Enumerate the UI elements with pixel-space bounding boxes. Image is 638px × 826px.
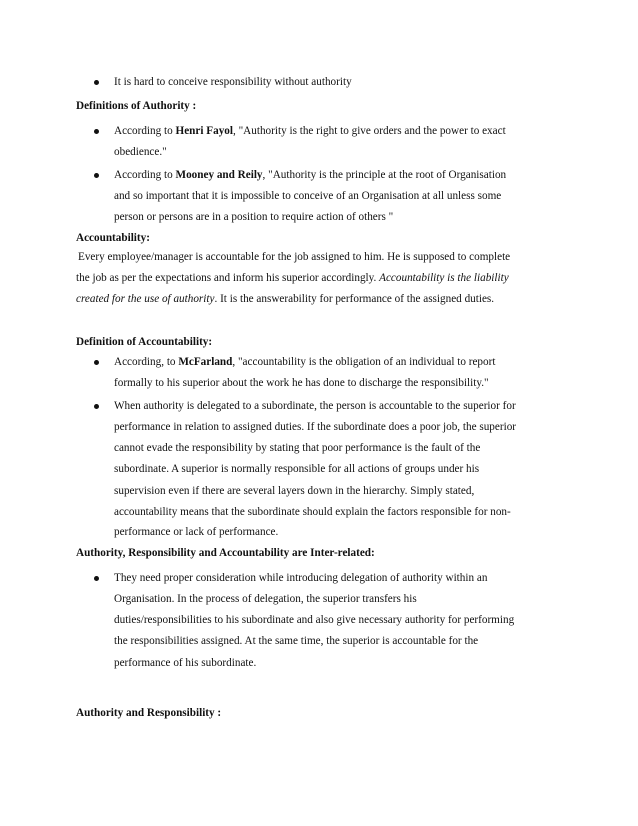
fayol-definition-line-2: obedience." — [114, 146, 167, 158]
heading-definitions-of-authority: Definitions of Authority : — [76, 100, 197, 112]
fayol-prefix: According to — [114, 125, 176, 137]
bullet-icon — [94, 404, 99, 409]
mooney-text: , "Authority is the principle at the root of Organisation — [262, 169, 507, 181]
interrelated-line: performance of his subordinate. — [114, 657, 257, 669]
mcfarland-definition-line-1 — [114, 355, 495, 369]
interrelated-line: the responsibilities assigned. At the same time, the superior is accountable for the — [114, 635, 479, 647]
fayol-name: Henri Fayol — [175, 125, 233, 137]
accountability-line-2-plain: the job as per the expectations and inform his superior accordingly. — [76, 272, 380, 284]
bullet-icon — [94, 129, 99, 134]
delegation-line: subordinate. A superior is normally responsible for all actions of groups under his — [114, 463, 480, 475]
delegation-line: accountability means that the subordinate should explain the factors responsible for non- — [114, 506, 511, 518]
bullet-icon — [94, 173, 99, 178]
heading-definition-of-accountability: Definition of Accountability: — [76, 336, 213, 348]
mcfarland-prefix: According, to — [114, 356, 179, 368]
accountability-para-line-3 — [76, 292, 494, 306]
accountability-line-2-italic: Accountability is the liability — [379, 272, 509, 284]
fayol-text: , "Authority is the right to give orders and the power to exact — [233, 125, 506, 137]
bullet-icon — [94, 80, 99, 85]
heading-authority-and-responsibility: Authority and Responsibility : — [76, 707, 222, 719]
interrelated-line: Organisation. In the process of delegation, the superior transfers his — [114, 593, 417, 605]
accountability-line-3-italic: created for the use of authority — [76, 293, 215, 305]
delegation-line: supervision even if there are several layers down in the hierarchy. Simply stated, — [114, 485, 475, 497]
heading-inter-related: Authority, Responsibility and Accountability are Inter-related: — [76, 547, 375, 559]
mcfarland-definition-line-2: formally to his superior about the work he has done to discharge the responsibility." — [114, 377, 489, 389]
delegation-line: When authority is delegated to a subordinate, the person is accountable to the superior for — [114, 400, 516, 412]
interrelated-line: They need proper consideration while introducing delegation of authority within an — [114, 572, 488, 584]
mooney-definition-line-1 — [114, 168, 506, 182]
accountability-para-line-1: Every employee/manager is accountable for the job assigned to him. He is supposed to complete — [78, 251, 511, 263]
mcfarland-name: McFarland — [178, 356, 233, 368]
intro-bullet-text: It is hard to conceive responsibility without authority — [114, 76, 352, 88]
accountability-line-3-plain: . It is the answerability for performance of the assigned duties. — [214, 293, 495, 305]
mcfarland-text: , "accountability is the obligation of an individual to report — [232, 356, 496, 368]
bullet-icon — [94, 576, 99, 581]
mooney-prefix: According to — [114, 169, 176, 181]
delegation-line: performance or lack of performance. — [114, 526, 279, 538]
delegation-line: performance in relation to assigned duties. If the subordinate does a poor job, the superior — [114, 421, 517, 433]
bullet-icon — [94, 360, 99, 365]
fayol-definition-line-1 — [114, 124, 506, 138]
interrelated-line: duties/responsibilities to his subordinate and also give necessary authority for performing — [114, 614, 515, 626]
delegation-line: cannot evade the responsibility by stating that poor performance is the fault of the — [114, 442, 481, 454]
heading-accountability: Accountability: — [76, 232, 150, 244]
mooney-name: Mooney and Reily — [175, 169, 263, 181]
mooney-definition-line-2: and so important that it is impossible to conceive of an Organisation at all unless some — [114, 190, 502, 202]
accountability-para-line-2 — [76, 271, 509, 285]
mooney-definition-line-3: person or persons are in a position to require action of others " — [114, 211, 394, 223]
